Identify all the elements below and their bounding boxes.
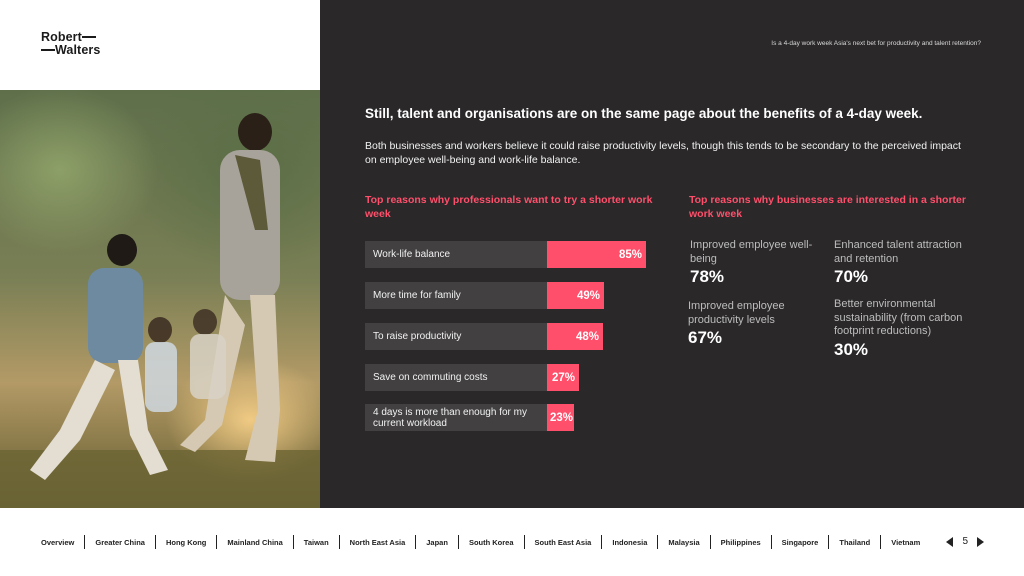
professionals-title: Top reasons why professionals want to try a shorter work week [365, 194, 653, 220]
stat-value: 67% [688, 328, 723, 347]
bar-value: 23% [549, 411, 573, 424]
bar-row [365, 323, 646, 350]
stat-label: Improved employee well-being [690, 239, 813, 265]
stat-value: 78% [690, 267, 725, 286]
business-stat [690, 239, 835, 287]
stat-label: Better environmental sustainability (from carbon footprint reductions) [834, 298, 963, 337]
bar-label: To raise productivity [373, 331, 462, 342]
stat-label: Improved employee productivity levels [688, 300, 785, 326]
bar-value: 49% [576, 289, 600, 302]
bar-value: 85% [618, 248, 642, 261]
content-panel [320, 0, 1024, 508]
bottom-navigation [0, 508, 1024, 576]
nav-item-overview[interactable]: Overview [41, 537, 75, 547]
family-playing-illustration [0, 90, 320, 508]
nav-item-japan[interactable]: Japan [415, 535, 458, 549]
previous-page-icon[interactable] [946, 537, 953, 547]
bar-label: Work-life balance [373, 249, 451, 260]
nav-item-north-east-asia[interactable]: North East Asia [339, 535, 416, 549]
next-page-icon[interactable] [977, 537, 984, 547]
bar-value: 27% [551, 371, 575, 384]
bar-row [365, 282, 646, 309]
logo-block [0, 0, 320, 90]
section-headline: Still, talent and organisations are on the same page about the benefits of a 4-day week. [365, 106, 923, 121]
bar-label: 4 days is more than enough for my current workload [373, 406, 527, 429]
bar-label: More time for family [373, 290, 461, 301]
pager [946, 536, 984, 547]
logo-line2: Walters [55, 43, 101, 57]
nav-item-singapore[interactable]: Singapore [771, 535, 829, 549]
stat-value: 70% [834, 267, 869, 286]
businesses-title: Top reasons why businesses are interested in a shorter work week [689, 194, 966, 220]
robert-walters-logo[interactable] [41, 31, 100, 57]
nav-items [33, 534, 930, 550]
business-stat [834, 298, 979, 360]
logo-line1: Robert [41, 30, 82, 44]
nav-item-vietnam[interactable]: Vietnam [880, 535, 930, 549]
nav-item-philippines[interactable]: Philippines [710, 535, 771, 549]
nav-item-south-korea[interactable]: South Korea [458, 535, 524, 549]
nav-item-greater-china[interactable]: Greater China [84, 535, 155, 549]
nav-item-thailand[interactable]: Thailand [828, 535, 880, 549]
section-intro: Both businesses and workers believe it could raise productivity levels, though this tends to be secondary to the perceived impact on employee well-being and work-life balance. [365, 140, 961, 166]
bar-row [365, 364, 646, 391]
stat-value: 30% [834, 339, 869, 359]
nav-item-indonesia[interactable]: Indonesia [601, 535, 657, 549]
bar-value: 48% [575, 330, 599, 343]
business-stat [688, 300, 833, 348]
family-photo [0, 90, 320, 508]
nav-item-south-east-asia[interactable]: South East Asia [524, 535, 602, 549]
nav-item-mainland-china[interactable]: Mainland China [216, 535, 292, 549]
bar-label: Save on commuting costs [373, 372, 488, 383]
stat-label: Enhanced talent attraction and retention [834, 239, 962, 265]
business-stat [834, 239, 979, 287]
bar-row [365, 404, 646, 431]
nav-item-taiwan[interactable]: Taiwan [293, 535, 339, 549]
report-question: Is a 4-day work week Asia's next bet for productivity and talent retention? [771, 40, 981, 47]
nav-item-malaysia[interactable]: Malaysia [657, 535, 709, 549]
page-number: 5 [962, 536, 968, 547]
bar-row [365, 241, 646, 268]
nav-item-hong-kong[interactable]: Hong Kong [155, 535, 216, 549]
